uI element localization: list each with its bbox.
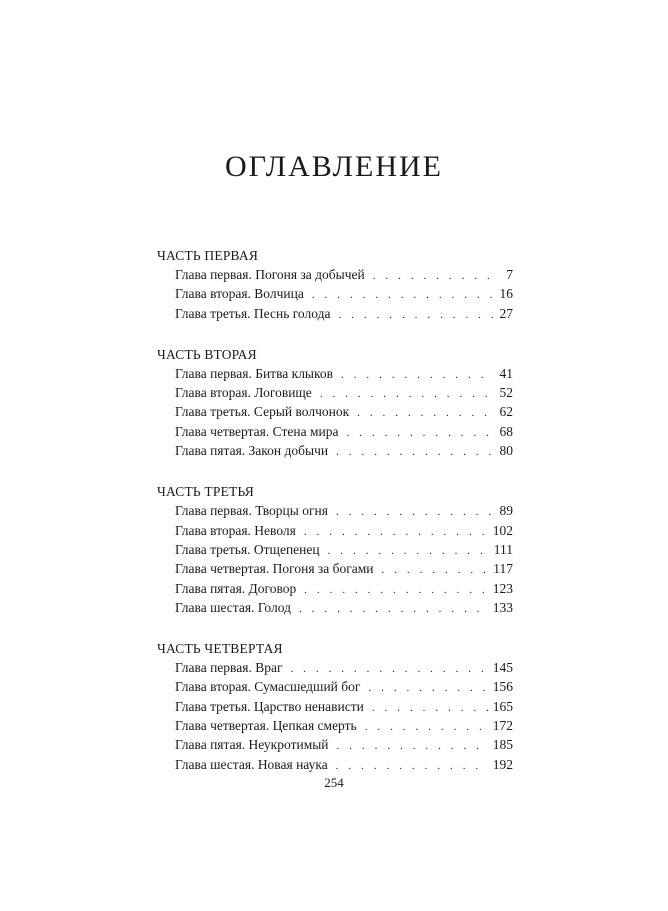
- chapter-title: Глава вторая. Волчица: [175, 286, 304, 302]
- dot-leader: [299, 600, 489, 619]
- chapter-title: Глава первая. Творцы огня: [175, 503, 328, 519]
- toc-entry: [175, 501, 513, 520]
- dot-leader: [365, 718, 489, 737]
- chapter-page-number: 41: [499, 365, 513, 381]
- toc-part: [157, 345, 513, 460]
- chapter-title: Глава первая. Погоня за добычей: [175, 267, 365, 282]
- toc-entry: [175, 304, 513, 323]
- toc-entry: [175, 265, 513, 284]
- toc-entry: [175, 521, 513, 540]
- toc-entry: [175, 383, 513, 402]
- chapter-page-number: 192: [492, 756, 513, 772]
- toc-entry: [175, 755, 513, 774]
- chapter-title: Глава четвертая. Погоня за богами: [175, 561, 374, 577]
- toc-part: [157, 246, 513, 323]
- chapter-title: Глава третья. Серый волчонок: [175, 404, 350, 420]
- dot-leader: [357, 404, 493, 423]
- chapter-title: Глава вторая. Логовище: [175, 385, 312, 401]
- toc-entry: [175, 598, 513, 617]
- chapter-title: Глава третья. Царство ненависти: [175, 698, 364, 714]
- chapter-page-number: 68: [499, 423, 513, 439]
- dot-leader: [336, 757, 489, 776]
- chapter-title: Глава пятая. Закон добычи: [175, 443, 329, 459]
- chapter-page-number: 165: [492, 698, 513, 714]
- toc-entry: [175, 284, 513, 303]
- chapter-page-number: 80: [499, 443, 513, 459]
- chapter-page-number: 156: [492, 679, 513, 695]
- chapter-page-number: 123: [492, 580, 513, 596]
- chapter-page-number: 7: [506, 267, 513, 282]
- part-title: ЧАСТЬ ЧЕТВЕРТАЯ: [157, 641, 283, 657]
- toc-entry: [175, 735, 513, 754]
- toc-entry: [175, 716, 513, 735]
- toc-entry: [175, 441, 513, 460]
- dot-leader: [346, 424, 493, 443]
- chapter-title: Глава первая. Битва клыков: [175, 365, 333, 381]
- dot-leader: [304, 581, 489, 600]
- dot-leader: [336, 443, 493, 462]
- chapter-page-number: 62: [499, 404, 513, 420]
- chapter-page-number: 145: [492, 660, 513, 676]
- chapter-title: Глава пятая. Неукротимый: [175, 737, 329, 753]
- toc-entry: [175, 422, 513, 441]
- part-title: ЧАСТЬ ПЕРВАЯ: [157, 248, 259, 263]
- chapter-title: Глава шестая. Голод: [175, 599, 291, 615]
- chapter-title: Глава третья. Отщепенец: [175, 541, 320, 557]
- chapter-page-number: 133: [492, 599, 513, 615]
- table-of-contents: [157, 246, 513, 796]
- chapter-page-number: 52: [499, 385, 513, 401]
- dot-leader: [304, 523, 489, 542]
- part-title: ЧАСТЬ ВТОРАЯ: [157, 346, 257, 362]
- dot-leader: [382, 561, 490, 580]
- toc-entry: [175, 579, 513, 598]
- chapter-page-number: 16: [499, 286, 513, 302]
- dot-leader: [341, 366, 493, 385]
- dot-leader: [337, 737, 489, 756]
- chapter-title: Глава вторая. Сумасшедший бог: [175, 679, 361, 695]
- dot-leader: [373, 267, 493, 286]
- toc-part: [157, 639, 513, 774]
- chapter-page-number: 89: [499, 503, 513, 519]
- chapter-page-number: 111: [493, 541, 513, 557]
- chapter-page-number: 117: [493, 561, 513, 577]
- chapter-title: Глава первая. Враг: [175, 660, 283, 676]
- chapter-title: Глава вторая. Неволя: [175, 522, 296, 538]
- toc-entry: [175, 677, 513, 696]
- chapter-page-number: 185: [492, 737, 513, 753]
- toc-entry: [175, 697, 513, 716]
- page-title: ОГЛАВЛЕНИЕ: [225, 150, 443, 183]
- dot-leader: [338, 306, 493, 325]
- dot-leader: [372, 699, 489, 718]
- chapter-page-number: 102: [492, 522, 513, 538]
- toc-entry: [175, 658, 513, 677]
- chapter-page-number: 27: [499, 305, 513, 321]
- toc-entry: [175, 402, 513, 421]
- chapter-title: Глава четвертая. Стена мира: [175, 423, 339, 439]
- part-title: ЧАСТЬ ТРЕТЬЯ: [157, 484, 254, 500]
- page-number: 254: [324, 775, 344, 790]
- toc-entry: [175, 559, 513, 578]
- toc-part: [157, 482, 513, 617]
- chapter-title: Глава шестая. Новая наука: [175, 756, 328, 772]
- toc-entry: [175, 540, 513, 559]
- chapter-title: Глава третья. Песнь голода: [175, 305, 331, 321]
- dot-leader: [312, 286, 493, 305]
- toc-entry: [175, 364, 513, 383]
- dot-leader: [368, 679, 488, 698]
- chapter-page-number: 172: [492, 718, 513, 734]
- chapter-title: Глава четвертая. Цепкая смерть: [175, 718, 357, 734]
- dot-leader: [336, 503, 493, 522]
- chapter-title: Глава пятая. Договор: [175, 580, 297, 596]
